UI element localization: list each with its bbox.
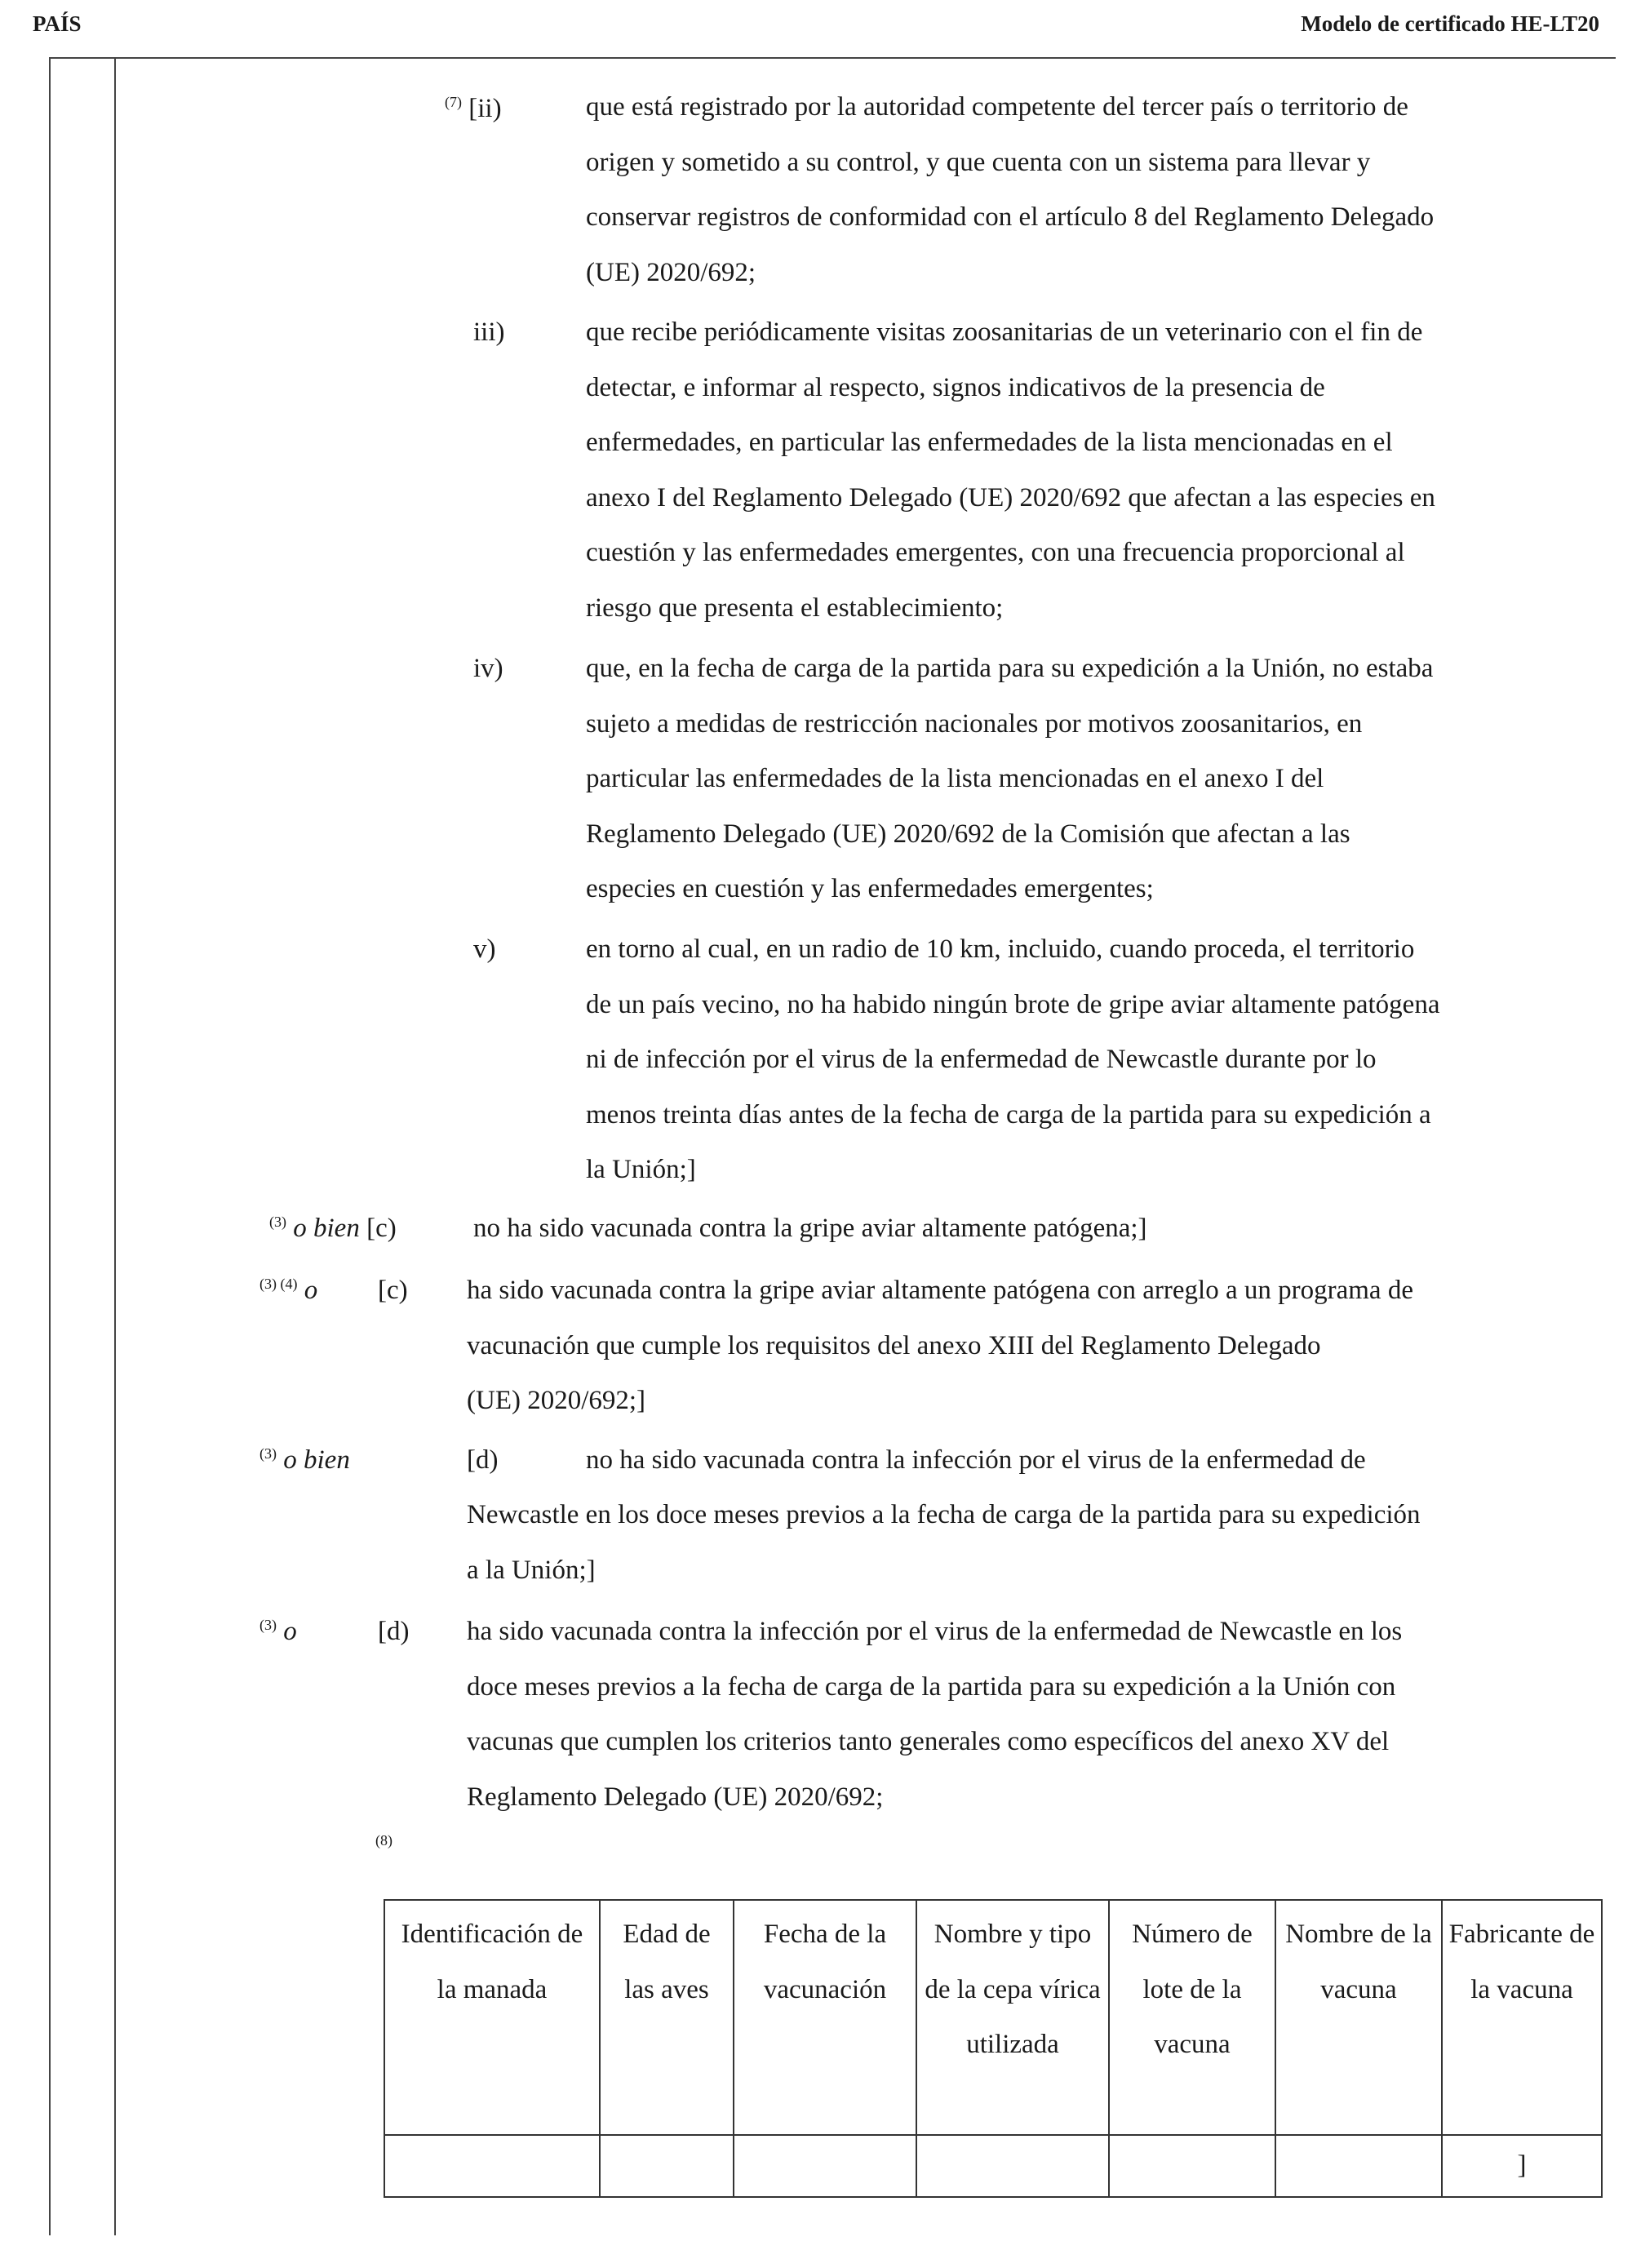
item-iv-label: iv) [473, 654, 503, 683]
clause-c2-text: ha sido vacunada contra la gripe aviar altamente patógena con arreglo a un programa de vacunación que cumple los requisitos del anexo XIII del Reglamento Delegado (UE) 2020/692;] [467, 1276, 1413, 1415]
clause-c2-label: [c) [378, 1276, 408, 1305]
clause-d1-label: [d) [467, 1445, 499, 1475]
item-ii-text: que está registrado por la autoridad competente del tercer país o territorio de origen y sometido a su control, y que cuenta con un sistema para llevar y conservar registros de conformidad con el artículo 8 del Reglamento Delegado (UE) 2020/692; [586, 92, 1435, 287]
clause-c2-note: $^{(3) (4)}$ o [259, 1276, 318, 1305]
col-header: Edad de las aves [600, 1900, 734, 2135]
item-iv-text: que, en la fecha de carga de la partida para su expedición a la Unión, no estaba sujeto a medidas de restricción nacionales por motivos zoosanitarios, en particular las enfermedades de la lista mencionadas en el anexo I del Reglamento Delegado (UE) 2020/692 de la Comisión que afectan a las especies en cuestión y las enfermedades emergentes; [586, 654, 1434, 903]
item-v-label: v) [473, 934, 496, 964]
frame-top-line [49, 57, 1616, 59]
table-cell [734, 2135, 916, 2197]
table-header-row [384, 1900, 1602, 2135]
table-cell [1109, 2135, 1275, 2197]
table-cell [600, 2135, 734, 2197]
clause-d1-text: Newcastle en los doce meses previos a la fecha de carga de la partida para su expedición a la Unión;] [467, 1500, 1421, 1585]
clause-d2-text: ha sido vacunada contra la infección por el virus de la enfermedad de Newcastle en los doce meses previos a la fecha de carga de la partida para su expedición a la Unión con vacunas que cumplen los criterios tanto generales como específicos del anexo XV del Reglamento Delegado (UE) 2020/692; [467, 1617, 1403, 1812]
clause-c1-text: no ha sido vacunada contra la gripe aviar altamente patógena;] [473, 1214, 1147, 1243]
table-cell [916, 2135, 1109, 2197]
item-ii-label: $^{(7)}$ [ii) [445, 94, 502, 123]
clause-d2-label: [d) [378, 1617, 410, 1646]
col-header: Identificación de la manada [384, 1900, 600, 2135]
table-cell [384, 2135, 600, 2197]
clause-c1-label: $^{(3)}$ o bien [c) [269, 1214, 397, 1243]
frame-left-line [49, 59, 51, 2235]
col-header: Número de lote de la vacuna [1109, 1900, 1275, 2135]
header-model: Modelo de certificado HE-LT20 [1301, 11, 1599, 36]
item-v-text: en torno al cual, en un radio de 10 km, incluido, cuando proceda, el territorio de un país vecino, no ha habido ningún brote de gripe aviar altamente patógena ni de infección por el virus de la enfermedad de Newcastle durante por lo menos treinta días antes de la fecha de carga de la partida para su expedición a la Unión;] [586, 934, 1440, 1184]
clause-d1-line1: no ha sido vacunada contra la infección por el virus de la enfermedad de [586, 1445, 1366, 1475]
item-iii-label: iii) [473, 317, 505, 347]
clause-d1-note: $^{(3)}$ o bien [259, 1445, 350, 1475]
col-header: Nombre de la vacuna [1275, 1900, 1442, 2135]
clause-d2-note: $^{(3)}$ o [259, 1617, 297, 1646]
frame-inner-line [114, 59, 116, 2235]
item-iii-text: que recibe periódicamente visitas zoosanitarias de un veterinario con el fin de detectar, e informar al respecto, signos indicativos de la presencia de enfermedades, en particular las enfermedades de la lista mencionadas en el anexo I del Reglamento Delegado (UE) 2020/692 que afectan a las especies en cuestión y las enfermedades emergentes, con una frecuencia proporcional al riesgo que presenta el establecimiento; [586, 317, 1435, 623]
header-country: PAÍS [33, 11, 82, 36]
table-cell: ] [1442, 2135, 1602, 2197]
table-cell [1275, 2135, 1442, 2197]
col-header: Nombre y tipo de la cepa vírica utilizada [916, 1900, 1109, 2135]
col-header: Fabricante de la vacuna [1442, 1900, 1602, 2135]
table-footnote-marker: (8) [375, 1832, 392, 1849]
table-row [384, 2135, 1602, 2197]
col-header: Fecha de la vacunación [734, 1900, 916, 2135]
vaccination-table [384, 1899, 1603, 2198]
